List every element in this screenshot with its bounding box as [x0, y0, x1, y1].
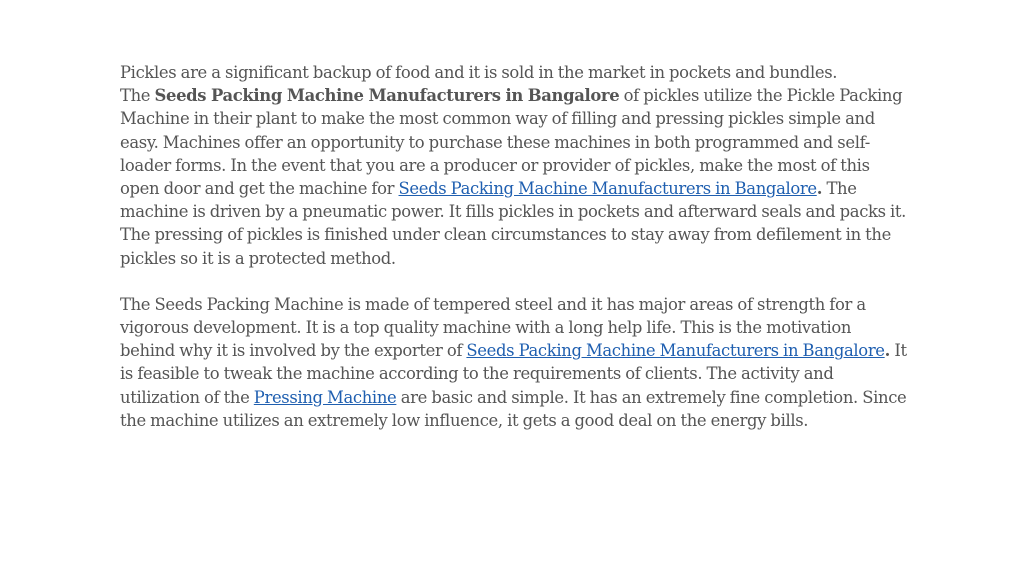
- seeds-packing-link[interactable]: Seeds Packing Machine Manufacturers in Bangalore: [466, 341, 885, 361]
- text-line: pickles so it is a protected method.: [120, 248, 396, 268]
- bold-keyword: Seeds Packing Machine Manufacturers in Bangalore: [154, 86, 620, 106]
- text-fragment: The: [120, 86, 155, 106]
- text-line: easy. Machines offer an opportunity to purchase these machines in both programmed and self-: [120, 132, 870, 152]
- pressing-machine-link[interactable]: Pressing Machine: [253, 387, 397, 407]
- text-fragment: It: [890, 341, 907, 361]
- text-fragment: .: [884, 341, 891, 361]
- text-line: Pickles are a significant backup of food and it is sold in the market in pockets and bundles.: [120, 63, 838, 82]
- text-fragment: behind why it is involved by the exporter of: [120, 341, 467, 361]
- text-line: [120, 339, 930, 362]
- paragraph-1: [120, 61, 930, 270]
- text-line: [120, 177, 930, 200]
- text-line: machine is driven by a pneumatic power. It fills pickles in pockets and afterward seals and packs it.: [120, 202, 907, 222]
- paragraph-2: [120, 293, 930, 432]
- text-line: The pressing of pickles is finished under clean circumstances to stay away from defilement in the: [120, 225, 891, 245]
- text-line: is feasible to tweak the machine according to the requirements of clients. The activity and: [120, 364, 834, 384]
- text-line: Machine in their plant to make the most common way of filling and pressing pickles simple and: [120, 109, 875, 129]
- text-fragment: The: [822, 179, 857, 199]
- text-fragment: utilization of the: [120, 387, 254, 407]
- text-fragment: are basic and simple. It has an extremely fine completion. Since: [396, 387, 907, 407]
- body-text: [120, 61, 930, 432]
- text-line: [120, 386, 930, 409]
- text-line: loader forms. In the event that you are a producer or provider of pickles, make the most of this: [120, 155, 870, 175]
- text-fragment: .: [816, 179, 823, 199]
- seeds-packing-link[interactable]: Seeds Packing Machine Manufacturers in Bangalore: [398, 179, 817, 199]
- text-line: The Seeds Packing Machine is made of tempered steel and it has major areas of strength for a: [120, 294, 866, 314]
- text-line: the machine utilizes an extremely low influence, it gets a good deal on the energy bills.: [120, 410, 809, 430]
- text-line: vigorous development. It is a top quality machine with a long help life. This is the motivation: [120, 318, 852, 338]
- text-line: [120, 84, 930, 107]
- text-fragment: open door and get the machine for: [120, 179, 399, 199]
- text-fragment: of pickles utilize the Pickle Packing: [619, 86, 903, 106]
